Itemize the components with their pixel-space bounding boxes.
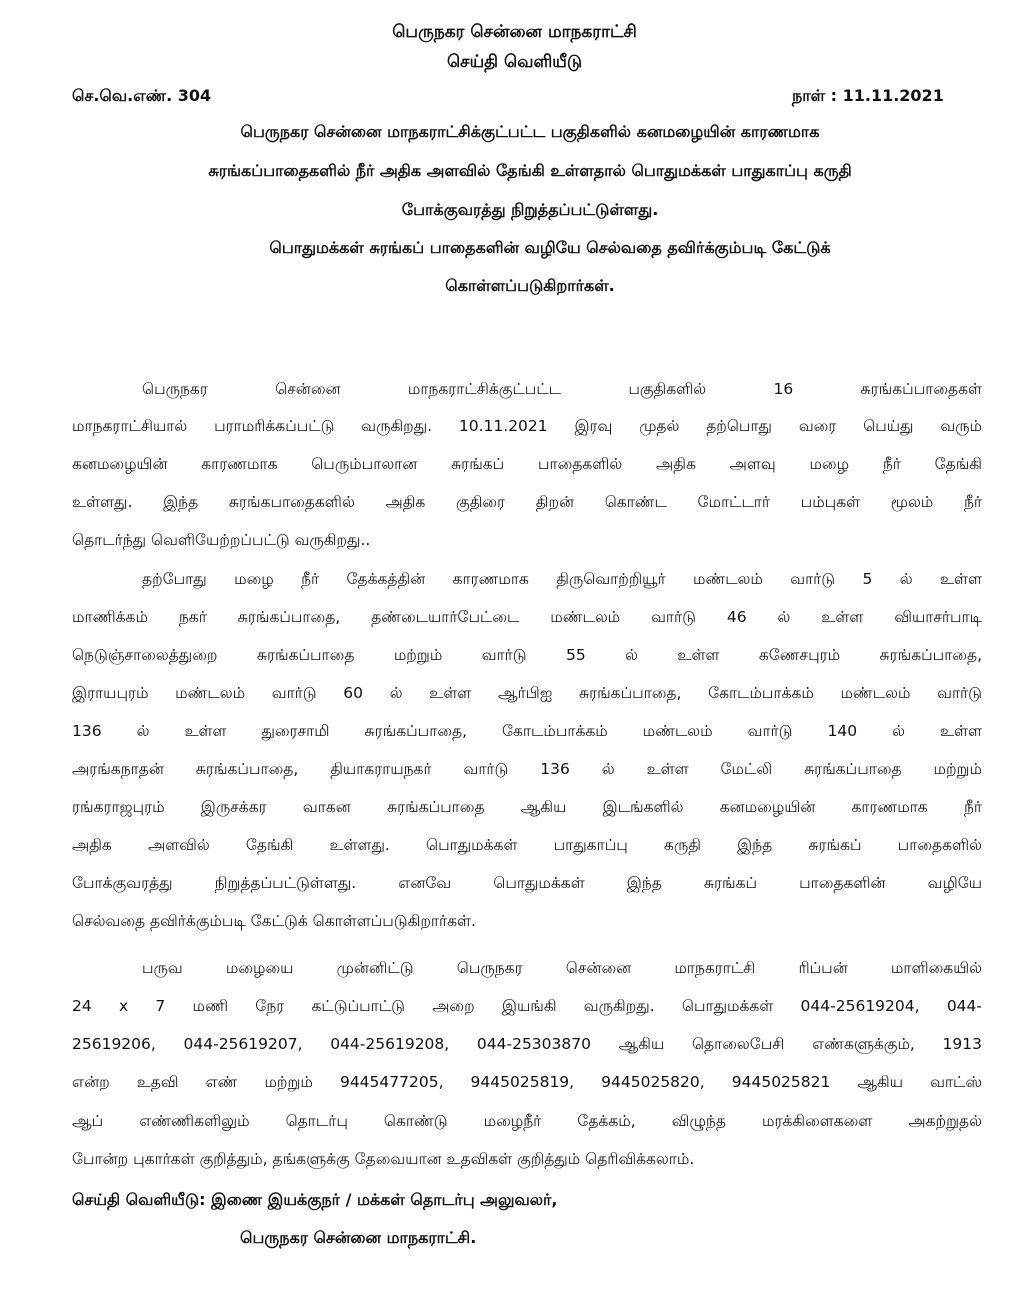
paragraph-3-line: என்ற உதவி எண் மற்றும் 9445477205, 9445025819, 9445025820, 9445025821 ஆகிய வாட்ஸ் [72, 1073, 982, 1091]
organization-title: பெருநகர சென்னை மாநகராட்சி [392, 22, 637, 42]
paragraph-2-line: செல்வதை தவிர்க்கும்படி கேட்டுக் கொள்ளப்படுகிறார்கள். [72, 912, 476, 930]
paragraph-2-line: 136 ல் உள்ள துரைசாமி சுரங்கப்பாதை, கோடம்பாக்கம் மண்டலம் வார்டு 140 ல் உள்ள [72, 722, 982, 740]
paragraph-2-line: நெடுஞ்சாலைத்துறை சுரங்கப்பாதை மற்றும் வார்டு 55 ல் உள்ள கணேசபுரம் சுரங்கப்பாதை, [72, 646, 982, 664]
paragraph-3-line: போன்ற புகார்கள் குறித்தும், தங்களுக்கு தேவையான உதவிகள் குறித்தும் தெரிவிக்கலாம். [72, 1150, 695, 1168]
paragraph-2-line: இராயபுரம் மண்டலம் வார்டு 60 ல் உள்ள ஆர்பிஐ சுரங்கப்பாதை, கோடம்பாக்கம் மண்டலம் வார்டு [72, 684, 982, 702]
release-date: நாள் : 11.11.2021 [792, 86, 944, 105]
paragraph-3-line: 24 x 7 மணி நேர கட்டுப்பாட்டு அறை இயங்கி வருகிறது. பொதுமக்கள் 044-25619204, 044- [72, 997, 982, 1015]
paragraph-3-line: 25619206, 044-25619207, 044-25619208, 044-25303870 ஆகிய தொலைபேசி எண்களுக்கும், 1913 [72, 1035, 982, 1053]
headline-line: பெருநகர சென்னை மாநகராட்சிக்குட்பட்ட பகுதிகளில் கனமழையின் காரணமாக [240, 122, 820, 141]
paragraph-1-line: உள்ளது. இந்த சுரங்கபாதைகளில் அதிக குதிரை திறன் கொண்ட மோட்டார் பம்புகள் மூலம் நீர் [72, 493, 982, 511]
issuer-line: செய்தி வெளியீடு: இணை இயக்குநர் / மக்கள் தொடர்பு அலுவலர், [72, 1190, 558, 1209]
paragraph-2-line: தற்போது மழை நீர் தேக்கத்தின் காரணமாக திருவொற்றியூர் மண்டலம் வார்டு 5 ல் உள்ள [142, 570, 982, 588]
reference-number: செ.வெ.எண். 304 [72, 86, 212, 105]
headline-line: பொதுமக்கள் சுரங்கப் பாதைகளின் வழியே செல்வதை தவிர்க்கும்படி கேட்டுக் [269, 238, 831, 257]
paragraph-1-line: தொடர்ந்து வெளியேற்றப்பட்டு வருகிறது.. [72, 531, 371, 549]
paragraph-3-line: ஆப் எண்ணிகளிலும் தொடர்பு கொண்டு மழைநீர் தேக்கம், விழுந்த மரக்கிளைகளை அகற்றுதல் [72, 1112, 982, 1130]
paragraph-1-line: கனமழையின் காரணமாக பெரும்பாலான சுரங்கப் பாதைகளில் அதிக அளவு மழை நீர் தேங்கி [72, 455, 982, 473]
headline-line: சுரங்கப்பாதைகளில் நீர் அதிக அளவில் தேங்கி உள்ளதால் பொதுமக்கள் பாதுகாப்பு கருதி [208, 161, 852, 180]
issuer-organization: பெருநகர சென்னை மாநகராட்சி. [240, 1228, 477, 1247]
paragraph-3-line: பருவ மழையை முன்னிட்டு பெருநகர சென்னை மாநகராட்சி ரிப்பன் மாளிகையில் [142, 959, 982, 977]
headline-line: போக்குவரத்து நிறுத்தப்பட்டுள்ளது. [401, 200, 659, 219]
paragraph-2-line: மாணிக்கம் நகர் சுரங்கப்பாதை, தண்டையார்பேட்டை மண்டலம் வார்டு 46 ல் உள்ள வியாசர்பாடி [72, 608, 982, 626]
headline-line: கொள்ளப்படுகிறார்கள். [445, 276, 615, 295]
paragraph-2-line: ரங்கராஜபுரம் இருசக்கர வாகன சுரங்கப்பாதை ஆகிய இடங்களில் கனமழையின் காரணமாக நீர் [72, 798, 982, 816]
paragraph-2-line: போக்குவரத்து நிறுத்தப்பட்டுள்ளது. எனவே பொதுமக்கள் இந்த சுரங்கப் பாதைகளின் வழியே [72, 874, 982, 892]
paragraph-1-line: பெருநகர சென்னை மாநகராட்சிக்குட்பட்ட பகுதிகளில் 16 சுரங்கப்பாதைகள் [142, 380, 982, 398]
paragraph-2-line: அரங்கநாதன் சுரங்கப்பாதை, தியாகராயநகர் வார்டு 136 ல் உள்ள மேட்லி சுரங்கப்பாதை மற்றும் [72, 760, 982, 778]
paragraph-2-line: அதிக அளவில் தேங்கி உள்ளது. பொதுமக்கள் பாதுகாப்பு கருதி இந்த சுரங்கப் பாதைகளில் [72, 836, 982, 854]
paragraph-1-line: மாநகராட்சியால் பராமரிக்கப்பட்டு வருகிறது. 10.11.2021 இரவு முதல் தற்பொது வரை பெய்து வரும் [72, 417, 982, 435]
document-type: செய்தி வெளியீடு [446, 52, 583, 72]
